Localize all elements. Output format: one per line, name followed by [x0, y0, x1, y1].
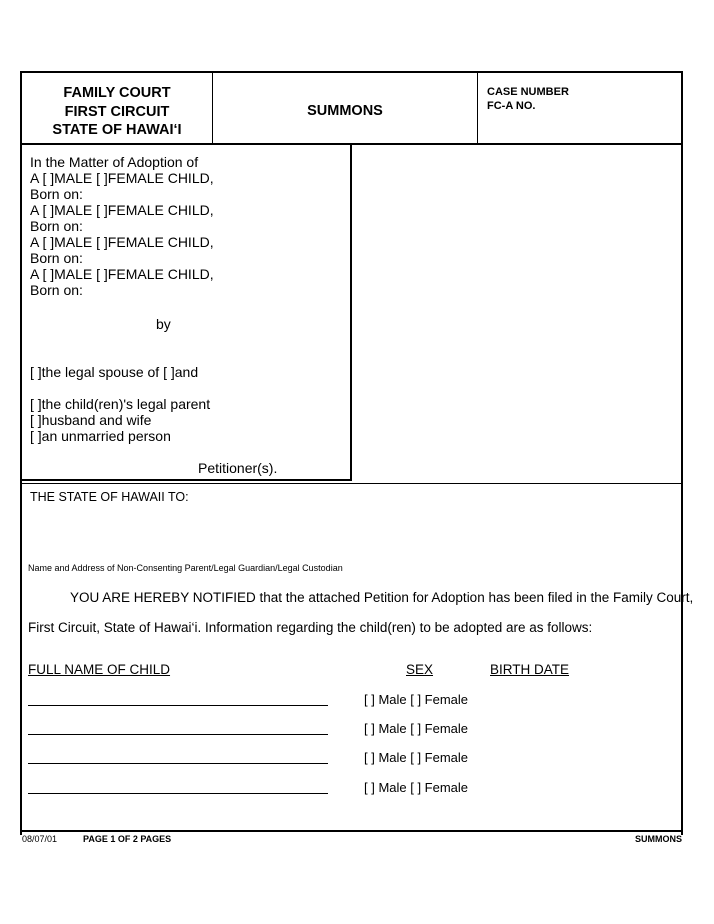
notice-text-line: YOU ARE HEREBY NOTIFIED that the attached Petition for Adoption has been filed in the Family Court, — [70, 590, 694, 605]
court-line: FIRST CIRCUIT — [64, 103, 170, 120]
header-divider-2 — [477, 71, 478, 145]
document-title: SUMMONS — [307, 103, 383, 119]
relation-options — [30, 396, 210, 444]
court-line: STATE OF HAWAI‘I — [52, 122, 182, 138]
matter-line: Born on: — [30, 218, 83, 234]
child-name-field[interactable] — [28, 793, 328, 794]
form-left-border — [20, 71, 22, 835]
form-revision-date: 08/07/01 — [22, 834, 58, 844]
page-indicator: PAGE 1 OF 2 PAGES — [83, 834, 172, 844]
case-number-block — [487, 86, 569, 113]
header-top-border — [20, 71, 683, 73]
matter-caption — [30, 154, 214, 298]
relation-checkbox-unmarried[interactable]: [ ]an unmarried person — [30, 428, 171, 444]
court-line: FAMILY COURT — [63, 85, 171, 101]
column-header-sex: SEX — [406, 662, 434, 677]
relation-checkbox-parent[interactable]: [ ]the child(ren)'s legal parent — [30, 396, 211, 412]
matter-line: Born on: — [30, 250, 83, 266]
matter-line: A [ ]MALE [ ]FEMALE CHILD, — [30, 202, 214, 218]
matter-line: A [ ]MALE [ ]FEMALE CHILD, — [30, 234, 214, 250]
nonconsent-label: Name and Address of Non-Consenting Parent/Legal Guardian/Legal Custodian — [28, 563, 343, 573]
sex-checkbox-group[interactable]: [ ] Male [ ] Female — [364, 692, 469, 707]
caption-box-right-border — [350, 145, 352, 481]
relation-checkbox-spouse[interactable]: [ ]the legal spouse of [ ]and — [30, 364, 199, 380]
sex-checkbox-group[interactable]: [ ] Male [ ] Female — [364, 721, 469, 736]
sex-checkbox-group[interactable]: [ ] Male [ ] Female — [364, 780, 469, 795]
fca-number-label: FC-A NO. — [487, 99, 536, 112]
notice-text-line: First Circuit, State of Hawai‘i. Information regarding the child(ren) to be adopted are as follows: — [28, 620, 593, 635]
case-number-label: CASE NUMBER — [487, 86, 569, 98]
matter-line: Born on: — [30, 282, 83, 298]
caption-box-bottom-border — [20, 479, 352, 481]
matter-line: A [ ]MALE [ ]FEMALE CHILD, — [30, 266, 214, 282]
child-name-field[interactable] — [28, 763, 328, 764]
form-right-border — [681, 71, 683, 835]
column-header-name: FULL NAME OF CHILD — [28, 662, 171, 677]
child-name-field[interactable] — [28, 734, 328, 735]
column-header-birth-date: BIRTH DATE — [490, 662, 570, 677]
matter-line: In the Matter of Adoption of — [30, 154, 199, 170]
sex-checkbox-group[interactable]: [ ] Male [ ] Female — [364, 750, 469, 765]
section-divider — [20, 483, 683, 484]
child-name-field[interactable] — [28, 705, 328, 706]
form-bottom-border — [20, 830, 683, 832]
footer-title: SUMMONS — [635, 834, 682, 844]
state-to-heading: THE STATE OF HAWAII TO: — [30, 490, 189, 504]
matter-line: A [ ]MALE [ ]FEMALE CHILD, — [30, 170, 214, 186]
by-label: by — [156, 316, 171, 332]
relation-checkbox-married[interactable]: [ ]husband and wife — [30, 412, 152, 428]
matter-line: Born on: — [30, 186, 83, 202]
petitioner-label: Petitioner(s). — [198, 460, 278, 476]
court-name — [22, 84, 212, 140]
